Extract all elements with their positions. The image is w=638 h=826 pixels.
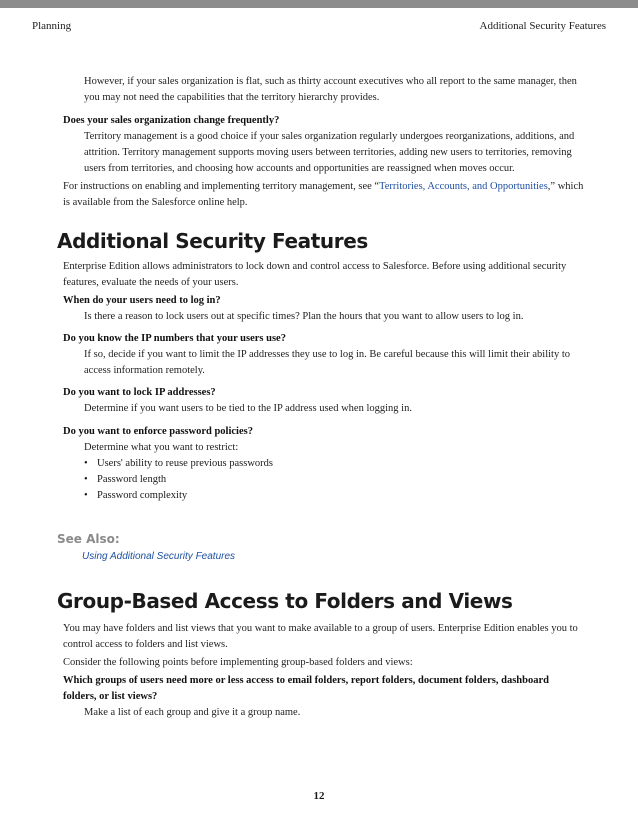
question-password-policies: Do you want to enforce password policies? [63,426,253,437]
territories-link[interactable]: Territories, Accounts, and Opportunities [379,181,548,192]
header-section: Planning [32,20,72,32]
question-login-hours: When do your users need to log in? [63,295,221,306]
header-chapter: Additional Security Features [479,20,606,32]
bullet-marker: • [84,490,88,501]
question-ip-numbers: Do you know the IP numbers that your users use? [63,333,286,344]
group-intro: You may have folders and list views that you want to make available to a group of users. Enterprise Edition enables you to control access to folders and list views. [63,623,578,650]
answer-login-hours: Is there a reason to lock users out at specific times? Plan the hours that you want to allow users to log in. [84,311,524,322]
instructions-post: ,” which is available from the Salesforce online help. [63,181,584,208]
answer-group-access: Make a list of each group and give it a group name. [84,707,301,718]
list-item: Password complexity [97,490,188,501]
security-intro: Enterprise Edition allows administrators to lock down and control access to Salesforce. Before using additional security features, evaluate the needs of your users. [63,261,567,288]
instructions-pre: For instructions on enabling and implementing territory management, see “ [63,181,380,192]
flat-org-paragraph: However, if your sales organization is flat, such as thirty account executives who all report to the same manager, then you may not need the capabilities that the territory hierarchy provides. [84,76,577,103]
answer-ip-numbers: If so, decide if you want to limit the IP addresses they use to log in. Be careful because this will limit their ability to access information remotely. [84,349,571,376]
question-territory: Does your sales organization change frequently? [63,115,280,126]
list-item: Users' ability to reuse previous passwords [97,458,273,469]
question-lock-ip: Do you want to lock IP addresses? [63,387,216,398]
bullet-marker: • [84,474,88,485]
answer-password-policies: Determine what you want to restrict: [84,442,239,453]
security-heading: Additional Security Features [57,229,368,253]
see-also-label: See Also: [57,532,120,546]
instructions-paragraph [63,179,588,211]
question-group-access: Which groups of users need more or less access to email folders, report folders, document folders, dashboard folders, or list views? [63,675,549,702]
bullet-marker: • [84,458,88,469]
top-bar [0,0,638,8]
see-also-link[interactable]: Using Additional Security Features [82,551,236,562]
answer-lock-ip: Determine if you want users to be tied to the IP address used when logging in. [84,403,412,414]
group-access-heading: Group-Based Access to Folders and Views [57,589,513,613]
answer-territory: Territory management is a good choice if your sales organization regularly undergoes reorganizations, additions, and attrition. Territory management supports moving users between territories, adding new users to territories, removing users from territories, and choosing how accounts and opportunities are reassigned when moves occur. [84,131,575,174]
page-number: 12 [313,790,325,802]
list-item: Password length [97,474,167,485]
group-consider: Consider the following points before implementing group-based folders and views: [63,657,413,668]
